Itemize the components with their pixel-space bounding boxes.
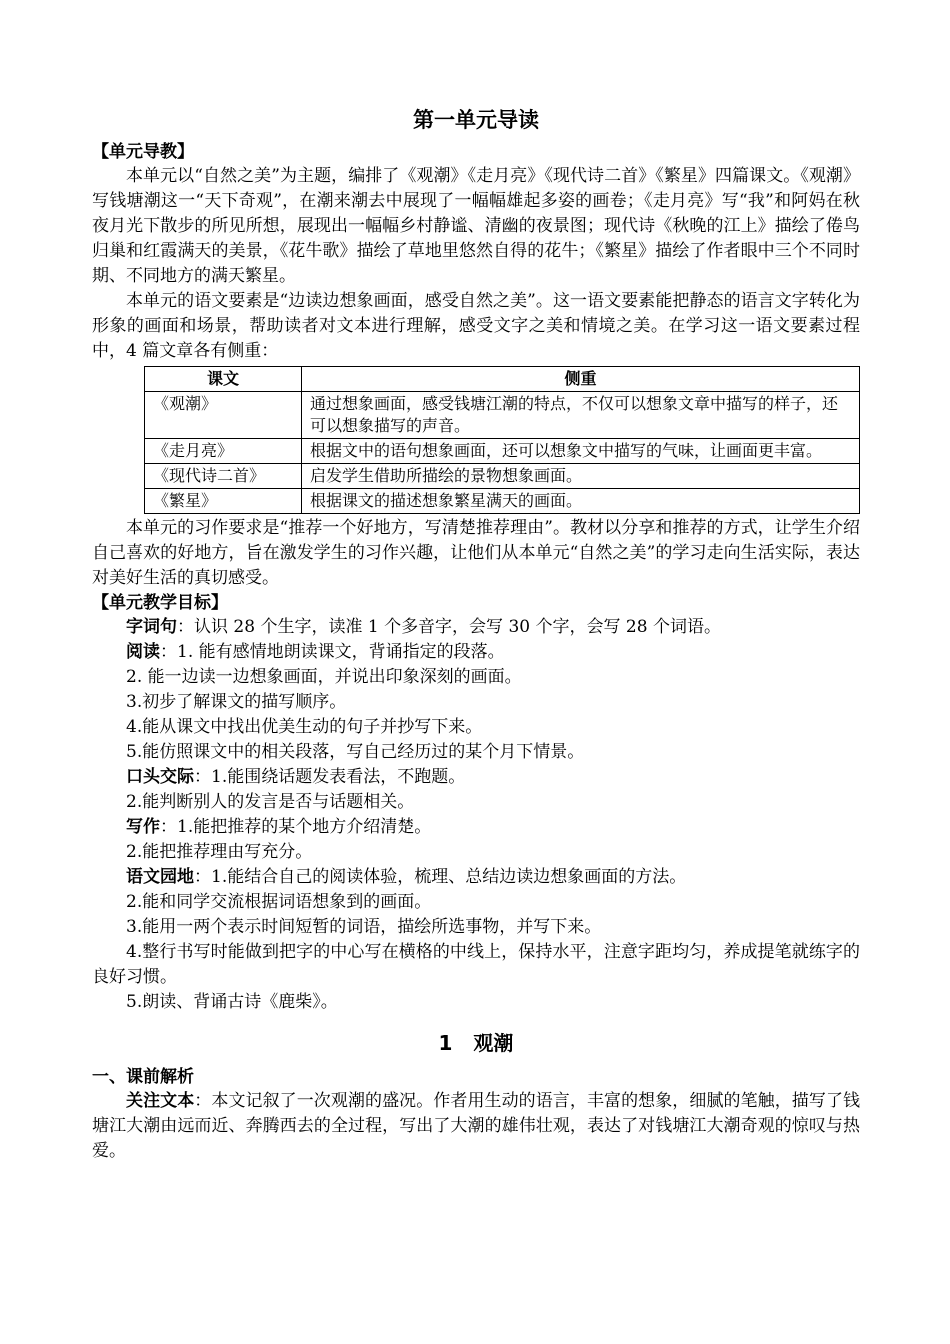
table-row (145, 489, 860, 514)
teaching-goals-heading: 【单元教学目标】 (92, 593, 228, 613)
goal-garden-item: 5.朗读、背诵古诗《鹿柴》。 (126, 992, 338, 1012)
lesson-focus-table (144, 366, 860, 514)
goal-garden-item: 3.能用一两个表示时间短暂的词语，描绘所选事物，并写下来。 (126, 917, 602, 937)
unit-intro-heading: 【单元导教】 (92, 142, 194, 162)
unit-intro-paragraph-1: 本单元以“自然之美”为主题，编排了《观潮》《走月亮》《现代诗二首》《繁星》四篇课文。《观潮》写钱塘潮这一“天下奇观”，在潮来潮去中展现了一幅幅雄起多姿的画卷；《走月亮》写“我”和阿妈在秋夜月光下散步的所见所想，展现出一幅幅乡村静谧、清幽的夜景图；现代诗《秋晚的江上》描绘了倦鸟归巢和红霞满天的美景，《花牛歌》描绘了草地里悠然自得的花牛；《繁星》描绘了作者眼中三个不同时期、不同地方的满天繁星。 (92, 166, 860, 286)
table-cell-focus: 根据课文的描述想象繁星满天的画面。 (302, 489, 860, 514)
goal-oral (92, 765, 860, 790)
goal-writing-item: ：1.能把推荐的某个地方介绍清楚。 (160, 817, 432, 837)
table-cell-lesson: 《走月亮》 (145, 439, 302, 464)
goal-reading-item: 5.能仿照课文中的相关段落，写自己经历过的某个月下情景。 (126, 742, 585, 762)
table-cell-lesson: 《观潮》 (145, 392, 302, 439)
table-cell-lesson: 《现代诗二首》 (145, 464, 302, 489)
table-header-focus: 侧重 (302, 367, 860, 392)
lesson-focus-paragraph (92, 1089, 860, 1164)
table-cell-lesson: 《繁星》 (145, 489, 302, 514)
table-header-row (145, 367, 860, 392)
goal-writing-item: 2.能把推荐理由写充分。 (126, 842, 313, 862)
lesson-title: 1 观潮 (438, 1031, 514, 1055)
unit-intro-paragraph-2: 本单元的语文要素是“边读边想象画面，感受自然之美”。这一语文要素能把静态的语言文字转化为形象的画面和场景，帮助读者对文本进行理解，感受文字之美和情境之美。在学习这一语文要素过程中，4 篇文章各有侧重： (92, 291, 860, 361)
goal-words-label: 字词句 (126, 617, 177, 637)
goal-reading-label: 阅读 (126, 642, 160, 662)
goal-reading-item: 2. 能一边读一边想象画面，并说出印象深刻的画面。 (126, 667, 522, 687)
goal-garden-item: 4.整行书写时能做到把字的中心写在横格的中线上，保持水平，注意字距均匀，养成提笔就练字的良好习惯。 (92, 942, 860, 987)
table-row (145, 439, 860, 464)
goal-writing-label: 写作 (126, 817, 160, 837)
table-cell-focus: 通过想象画面，感受钱塘江潮的特点，不仅可以想象文章中描写的样子，还可以想象描写的声音。 (302, 392, 860, 439)
goal-garden-label: 语文园地 (126, 867, 194, 887)
goal-garden (92, 865, 860, 890)
goal-oral-item: ：1.能围绕话题发表看法，不跑题。 (194, 767, 466, 787)
goal-reading-item: 3.初步了解课文的描写顺序。 (126, 692, 347, 712)
goal-reading-item: 4.能从课文中找出优美生动的句子并抄写下来。 (126, 717, 483, 737)
goal-reading (92, 640, 860, 665)
goal-words (92, 615, 860, 640)
lesson-section-heading: 一、课前解析 (92, 1067, 194, 1087)
goal-oral-label: 口头交际 (126, 767, 194, 787)
lesson-focus-label: 关注文本 (126, 1091, 195, 1111)
goal-words-text: ：认识 28 个生字，读准 1 个多音字，会写 30 个字，会写 28 个词语。 (177, 617, 721, 637)
table-cell-focus: 启发学生借助所描绘的景物想象画面。 (302, 464, 860, 489)
lesson-focus-text: ：本文记叙了一次观潮的盛况。作者用生动的语言，丰富的想象，细腻的笔触，描写了钱塘江大潮由远而近、奔腾西去的全过程，写出了大潮的雄伟壮观，表达了对钱塘江大潮奇观的惊叹与热爱。 (92, 1091, 861, 1161)
unit-title: 第一单元导读 (413, 108, 539, 132)
document-page (92, 100, 860, 1164)
goal-reading-item: ：1. 能有感情地朗读课文，背诵指定的段落。 (160, 642, 505, 662)
table-header-lesson: 课文 (145, 367, 302, 392)
goal-garden-item: 2.能和同学交流根据词语想象到的画面。 (126, 892, 432, 912)
table-row (145, 392, 860, 439)
table-cell-focus: 根据文中的语句想象画面，还可以想象文中描写的气味，让画面更丰富。 (302, 439, 860, 464)
unit-intro-paragraph-3: 本单元的习作要求是“推荐一个好地方，写清楚推荐理由”。教材以分享和推荐的方式，让学生介绍自己喜欢的好地方，旨在激发学生的习作兴趣，让他们从本单元“自然之美”的学习走向生活实际，表达对美好生活的真切感受。 (92, 518, 860, 588)
table-row (145, 464, 860, 489)
goal-garden-item: ：1.能结合自己的阅读体验，梳理、总结边读边想象画面的方法。 (194, 867, 687, 887)
goal-writing (92, 815, 860, 840)
goal-oral-item: 2.能判断别人的发言是否与话题相关。 (126, 792, 415, 812)
